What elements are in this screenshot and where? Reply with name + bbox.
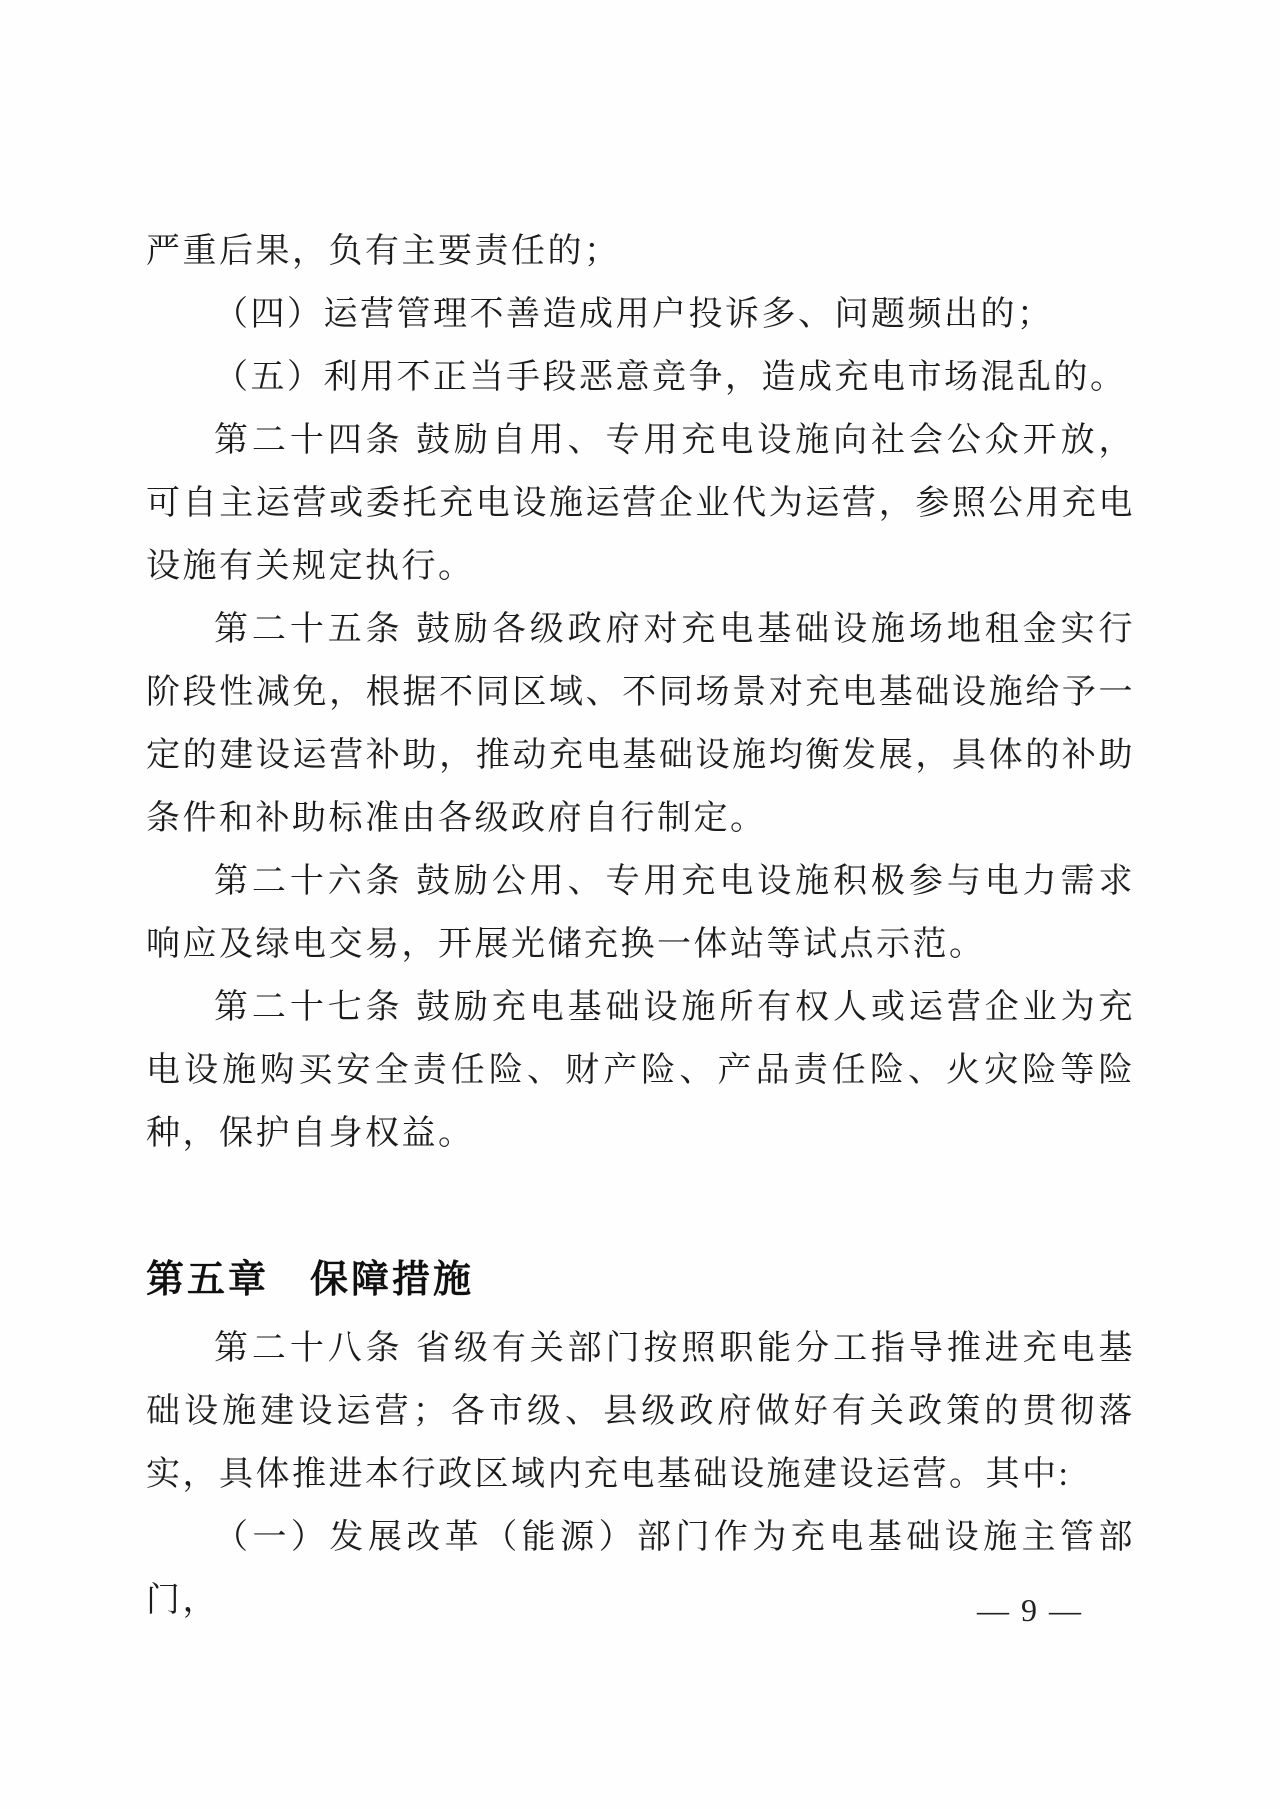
article-24-paragraph: 第二十四条 鼓励自用、专用充电设施向社会公众开放，可自主运营或委托充电设施运营企业代为运营，参照公用充电设施有关规定执行。 [146, 422, 1135, 585]
page-number: — 9 — [977, 1592, 1083, 1628]
chapter-5-heading: 第五章 保障措施 [146, 1259, 475, 1301]
item-1-paragraph: （一）发展改革（能源）部门作为充电基础设施主管部门， [146, 1519, 1135, 1619]
article-25-paragraph: 第二十五条 鼓励各级政府对充电基础设施场地租金实行阶段性减免，根据不同区域、不同场景对充电基础设施给予一定的建设运营补助，推动充电基础设施均衡发展，具体的补助条件和补助标准由各级政府自行制定。 [146, 611, 1135, 837]
article-26-paragraph: 第二十六条 鼓励公用、专用充电设施积极参与电力需求响应及绿电交易，开展光储充换一体站等试点示范。 [146, 863, 1135, 963]
article-27-paragraph: 第二十七条 鼓励充电基础设施所有权人或运营企业为充电设施购买安全责任险、财产险、产品责任险、火灾险等险种，保护自身权益。 [146, 989, 1135, 1152]
article-28-paragraph: 第二十八条 省级有关部门按照职能分工指导推进充电基础设施建设运营；各市级、县级政府做好有关政策的贯彻落实，具体推进本行政区域内充电基础设施建设运营。其中: [146, 1330, 1135, 1493]
document-body [146, 220, 1135, 1632]
item-5-paragraph: （五）利用不正当手段恶意竞争，造成充电市场混乱的。 [214, 359, 1127, 396]
continuation-paragraph: 严重后果，负有主要责任的； [146, 233, 621, 270]
item-4-paragraph: （四）运营管理不善造成用户投诉多、问题频出的； [214, 296, 1054, 333]
